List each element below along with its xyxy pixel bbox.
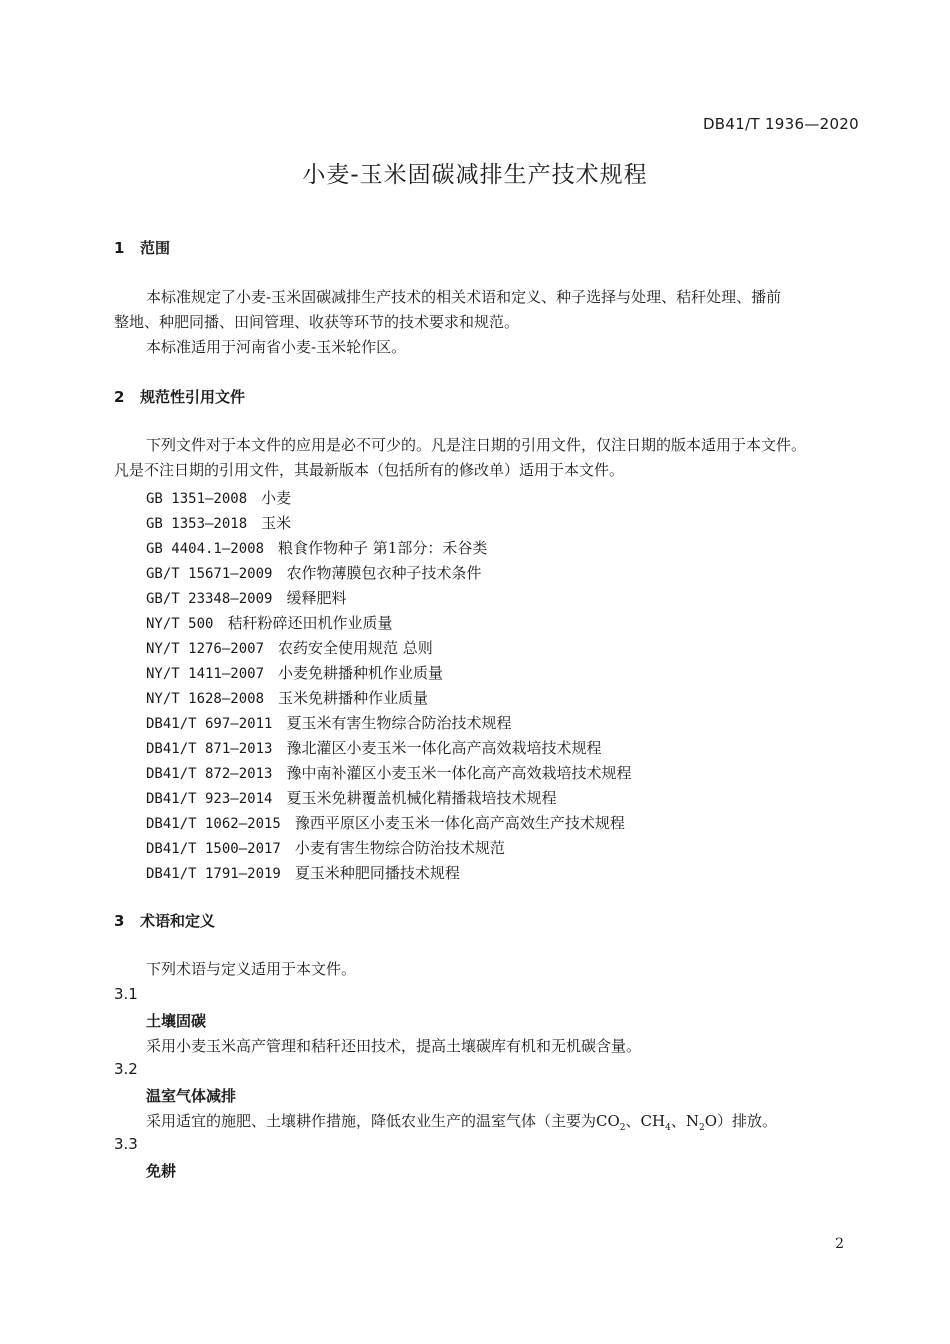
- section-3-number: 3: [114, 912, 125, 930]
- term-definition: [146, 1110, 777, 1133]
- term-title: 免耕: [146, 1162, 177, 1180]
- document-title: 小麦-玉米固碳减排生产技术规程: [302, 162, 648, 188]
- reference-item: [146, 587, 346, 608]
- reference-code: NY/T 1276—2007: [146, 641, 265, 657]
- reference-item: [146, 837, 505, 858]
- reference-code: DB41/T 1062—2015: [146, 816, 281, 832]
- section-2-intro-line-1: 下列文件对于本文件的应用是必不可少的。凡是注日期的引用文件，仅注日期的版本适用于本文件。: [146, 436, 807, 454]
- reference-name: 小麦免耕播种机作业质量: [278, 664, 444, 682]
- reference-item: [146, 637, 433, 658]
- reference-item: [146, 687, 428, 708]
- reference-code: NY/T 1411—2007: [146, 666, 265, 682]
- reference-name: 秸秆粉碎还田机作业质量: [227, 614, 393, 632]
- reference-code: GB/T 23348—2009: [146, 591, 273, 607]
- clause-number: 3.1: [114, 985, 138, 1003]
- section-1-para-1-line-2: 整地、种肥同播、田间管理、收获等环节的技术要求和规范。: [114, 313, 520, 331]
- section-1-title: 范围: [140, 239, 171, 257]
- reference-code: GB 1351—2008: [146, 491, 248, 507]
- reference-name: 豫北灌区小麦玉米一体化高产高效栽培技术规程: [286, 739, 602, 757]
- reference-item: [146, 612, 392, 633]
- reference-name: 农作物薄膜包衣种子技术条件: [286, 564, 482, 582]
- reference-item: [146, 662, 443, 683]
- reference-name: 豫西平原区小麦玉米一体化高产高效生产技术规程: [294, 814, 625, 832]
- reference-item: [146, 487, 291, 508]
- reference-name: 玉米: [261, 514, 292, 532]
- reference-name: 夏玉米有害生物综合防治技术规程: [286, 714, 512, 732]
- term-title: 土壤固碳: [146, 1012, 207, 1030]
- section-2-number: 2: [114, 388, 125, 406]
- reference-name: 夏玉米种肥同播技术规程: [294, 864, 460, 882]
- reference-name: 玉米免耕播种作业质量: [278, 689, 429, 707]
- reference-name: 豫中南补灌区小麦玉米一体化高产高效栽培技术规程: [286, 764, 632, 782]
- section-3-intro: 下列术语与定义适用于本文件。: [146, 960, 357, 978]
- reference-code: GB 4404.1—2008: [146, 541, 265, 557]
- reference-name: 小麦: [261, 489, 292, 507]
- reference-item: [146, 537, 487, 558]
- clause-number: 3.2: [114, 1060, 138, 1078]
- term-title: 温室气体减排: [146, 1087, 237, 1105]
- reference-item: [146, 712, 511, 733]
- section-1-number: 1: [114, 239, 125, 257]
- page-number: 2: [835, 1236, 844, 1252]
- reference-code: DB41/T 872—2013: [146, 766, 273, 782]
- section-1-para-2: 本标准适用于河南省小麦-玉米轮作区。: [146, 338, 407, 356]
- section-1-para-1-line-1: 本标准规定了小麦-玉米固碳减排生产技术的相关术语和定义、种子选择与处理、秸秆处理、播前: [146, 288, 782, 306]
- reference-name: 粮食作物种子 第1部分：禾谷类: [278, 539, 488, 557]
- reference-item: [146, 862, 460, 883]
- reference-item: [146, 737, 601, 758]
- reference-code: NY/T 500: [146, 616, 214, 632]
- section-2-title: 规范性引用文件: [140, 388, 246, 406]
- definition-text: O）排放。: [704, 1112, 777, 1130]
- reference-item: [146, 762, 631, 783]
- reference-name: 农药安全使用规范 总则: [278, 639, 433, 657]
- section-2-heading: [114, 386, 245, 407]
- reference-code: NY/T 1628—2008: [146, 691, 265, 707]
- clause-number: 3.3: [114, 1135, 138, 1153]
- subscript: 4: [665, 1123, 671, 1133]
- reference-name: 夏玉米免耕覆盖机械化精播栽培技术规程: [286, 789, 557, 807]
- definition-text: 采用适宜的施肥、土壤耕作措施，降低农业生产的温室气体（主要为CO: [146, 1112, 620, 1130]
- reference-code: DB41/T 923—2014: [146, 791, 273, 807]
- section-2-intro-line-2: 凡是不注日期的引用文件，其最新版本（包括所有的修改单）适用于本文件。: [114, 461, 625, 479]
- reference-name: 小麦有害生物综合防治技术规范: [294, 839, 505, 857]
- reference-item: [146, 512, 291, 533]
- term-definition: 采用小麦玉米高产管理和秸秆还田技术，提高土壤碳库有机和无机碳含量。: [146, 1037, 642, 1055]
- reference-item: [146, 562, 481, 583]
- reference-code: DB41/T 871—2013: [146, 741, 273, 757]
- subscript: 2: [619, 1123, 626, 1133]
- subscript: 2: [698, 1123, 705, 1133]
- standard-code: DB41/T 1936—2020: [702, 115, 859, 133]
- definition-text: 、N: [670, 1112, 699, 1130]
- reference-item: [146, 787, 556, 808]
- reference-code: GB 1353—2018: [146, 516, 248, 532]
- reference-code: DB41/T 1791—2019: [146, 866, 281, 882]
- reference-code: DB41/T 697—2011: [146, 716, 273, 732]
- reference-code: DB41/T 1500—2017: [146, 841, 281, 857]
- definition-text: 、CH: [625, 1112, 666, 1130]
- section-1-heading: [114, 237, 170, 258]
- section-3-heading: [114, 910, 215, 931]
- section-3-title: 术语和定义: [140, 912, 216, 930]
- reference-code: GB/T 15671—2009: [146, 566, 273, 582]
- reference-name: 缓释肥料: [286, 589, 347, 607]
- reference-item: [146, 812, 625, 833]
